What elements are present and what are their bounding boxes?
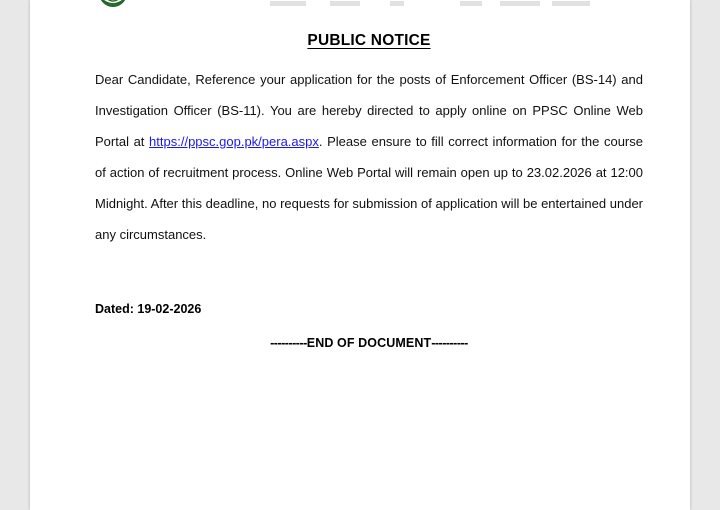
notice-text-part-1: Dear Candidate, Reference your application for the posts of Enforcement Officer (BS-14) and Investigation Officer (BS-11). You are hereby directed to apply online on PPSC Online Web Portal at <box>95 72 643 149</box>
header-text-fragment <box>330 1 360 6</box>
page-title: PUBLIC NOTICE <box>307 32 431 49</box>
government-emblem-icon <box>92 0 134 14</box>
end-marker-suffix: ---------- <box>431 336 468 350</box>
header-text-fragment <box>500 1 540 6</box>
header-text-fragment <box>552 1 590 6</box>
header-text-fragment <box>270 1 306 6</box>
notice-paragraph <box>95 64 643 250</box>
dated-label: Dated: 19-02-2026 <box>95 302 202 316</box>
end-marker-prefix: ---------- <box>270 336 307 350</box>
ppsc-portal-link[interactable]: https://ppsc.gop.pk/pera.aspx <box>149 134 319 149</box>
page-header <box>30 0 690 14</box>
header-text-fragment <box>460 1 482 6</box>
notice-text-part-2: . Please ensure to fill correct information for the course of action of recruitment process. Online Web Portal will remain open up to 23.02.2026 at 12:00 Midnight. After this deadline, no requests for submission of application will be entertained under any circumstances. <box>95 134 643 242</box>
document-page <box>30 0 690 510</box>
end-marker-text: END OF DOCUMENT <box>306 336 432 350</box>
document-content <box>95 32 643 350</box>
end-of-document-marker <box>95 336 643 350</box>
header-text-fragment <box>390 1 404 6</box>
